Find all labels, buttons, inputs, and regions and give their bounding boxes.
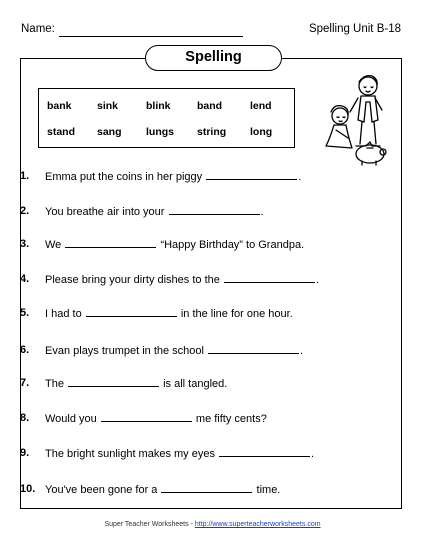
answer-blank[interactable]: [206, 170, 297, 180]
question-number: 6.: [20, 344, 30, 356]
word-bank-word: band: [197, 100, 223, 112]
question-text-end: is all tangled.: [163, 378, 228, 390]
word-bank-word: lungs: [146, 126, 174, 138]
answer-blank[interactable]: [224, 273, 315, 283]
question-text-end: .: [311, 448, 315, 460]
footer-separator: -: [190, 521, 193, 528]
page-footer: [0, 521, 425, 528]
question-text: Would you: [45, 413, 97, 425]
word-bank-word: blink: [146, 100, 171, 112]
name-label: Name:: [21, 23, 55, 35]
word-bank-word: long: [250, 126, 273, 138]
word-bank-word: lend: [250, 100, 272, 112]
question-number: 1.: [20, 170, 30, 182]
answer-blank[interactable]: [169, 205, 260, 215]
question-number: 2.: [20, 205, 30, 217]
question-text: You breathe air into your: [45, 206, 165, 218]
question-text: I had to: [45, 308, 82, 320]
question-text: Emma put the coins in her piggy: [45, 171, 203, 183]
answer-blank[interactable]: [161, 483, 252, 493]
question-number: 4.: [20, 273, 30, 285]
question-text-end: .: [260, 206, 264, 218]
question-text-end: .: [315, 274, 319, 286]
unit-label: Spelling Unit B-18: [308, 23, 401, 35]
footer-link[interactable]: http://www.superteacherworksheets.com: [194, 521, 321, 528]
question-text-end: “Happy Birthday” to Grandpa.: [160, 239, 305, 251]
kids-piggy-bank-illustration: [312, 68, 402, 168]
question-number: 3.: [20, 238, 30, 250]
question-text-end: .: [298, 171, 302, 183]
question-text-end: me fifty cents?: [195, 413, 267, 425]
word-bank-word: stand: [47, 126, 76, 138]
word-bank-word: sink: [97, 100, 119, 112]
name-blank-line: [59, 36, 243, 37]
answer-blank[interactable]: [208, 344, 299, 354]
question-text-end: .: [300, 345, 304, 357]
answer-blank[interactable]: [68, 377, 159, 387]
question-number: 8.: [20, 412, 30, 424]
question-text: Please bring your dirty dishes to the: [45, 274, 220, 286]
answer-blank[interactable]: [86, 307, 177, 317]
question-text-end: time.: [256, 484, 281, 496]
question-text: Evan plays trumpet in the school: [45, 345, 204, 357]
word-bank-word: sang: [97, 126, 122, 138]
question-text: The: [45, 378, 64, 390]
worksheet-header: [21, 23, 401, 39]
question-number: 10.: [20, 483, 36, 495]
question-text: The bright sunlight makes my eyes: [45, 448, 215, 460]
question-text: You've been gone for a: [45, 484, 158, 496]
question-text: We: [45, 239, 62, 251]
word-bank: [38, 88, 295, 148]
question-number: 9.: [20, 447, 30, 459]
question-text-end: in the line for one hour.: [180, 308, 293, 320]
word-bank-word: bank: [47, 100, 72, 112]
page-title: Spelling: [145, 45, 282, 71]
question-number: 5.: [20, 307, 30, 319]
answer-blank[interactable]: [65, 238, 156, 248]
footer-site-name: Super Teacher Worksheets: [104, 521, 189, 528]
answer-blank[interactable]: [219, 447, 310, 457]
question-number: 7.: [20, 377, 30, 389]
answer-blank[interactable]: [101, 412, 192, 422]
word-bank-word: string: [197, 126, 227, 138]
